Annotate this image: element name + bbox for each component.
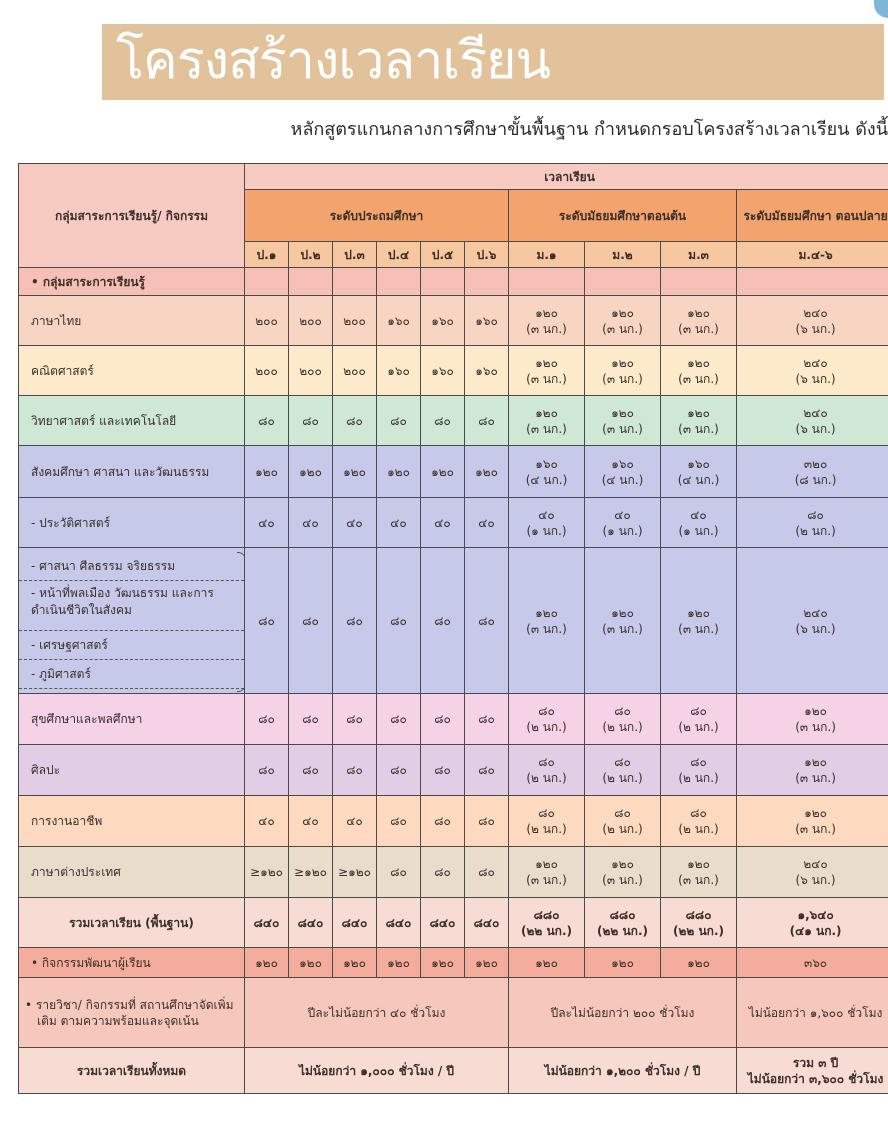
primary-hours: ๑๖๐ [377, 346, 421, 396]
total-upper-secondary: ๑,๖๔๐ (๔๑ นก.) [737, 898, 888, 948]
upper-secondary-hours: ๑๒๐ (๓ นก.) [737, 796, 888, 847]
subject-name: ภาษาต่างประเทศ [19, 847, 245, 898]
primary-hours: ๘๐ [245, 396, 289, 446]
grand-total-upper-secondary: รวม ๓ ปี ไม่น้อยกว่า ๓,๖๐๐ ชั่วโมง [737, 1048, 888, 1094]
empty-cell [421, 268, 465, 296]
lower-secondary-hours: ๘๐ (๒ นก.) [509, 796, 585, 847]
subtopic-item: - ศาสนา ศีลธรรม จริยธรรม [19, 552, 244, 581]
total-basic-label: รวมเวลาเรียน (พื้นฐาน) [19, 898, 245, 948]
activity-lower-secondary: ๑๒๐ [661, 948, 737, 978]
primary-hours: ๘๐ [465, 548, 509, 694]
table-row [19, 694, 888, 745]
subject-name: การงานอาชีพ [19, 796, 245, 847]
table-row [19, 446, 888, 498]
total-primary: ๘๔๐ [333, 898, 377, 948]
total-lower-secondary: ๘๘๐ (๒๒ นก.) [661, 898, 737, 948]
lower-secondary-hours: ๑๒๐ (๓ นก.) [585, 296, 661, 346]
lower-secondary-hours: ๑๖๐ (๔ นก.) [509, 446, 585, 498]
time-header: เวลาเรียน [245, 164, 888, 190]
primary-hours: ๘๐ [289, 548, 333, 694]
lower-secondary-hours: ๑๒๐ (๓ นก.) [509, 847, 585, 898]
primary-hours: ๔๐ [245, 498, 289, 548]
lower-secondary-hours: ๘๐ (๒ นก.) [585, 745, 661, 796]
additional-upper-secondary: ไม่น้อยกว่า ๑,๖๐๐ ชั่วโมง [737, 978, 888, 1048]
total-primary: ๘๔๐ [289, 898, 333, 948]
grand-total-primary: ไม่น้อยกว่า ๑,๐๐๐ ชั่วโมง / ปี [245, 1048, 509, 1094]
upper-secondary-hours: ๘๐ (๒ นก.) [737, 498, 888, 548]
empty-cell [245, 268, 289, 296]
primary-hours: ๘๐ [421, 796, 465, 847]
subtopic-item: - ภูมิศาสตร์ [19, 660, 244, 689]
activity-lower-secondary: ๑๒๐ [585, 948, 661, 978]
empty-cell [509, 268, 585, 296]
grade-header: ป.๕ [421, 242, 465, 268]
empty-cell [377, 268, 421, 296]
lower-secondary-hours: ๔๐ (๑ นก.) [661, 498, 737, 548]
primary-hours: ๒๐๐ [245, 296, 289, 346]
subject-name: ศิลปะ [19, 745, 245, 796]
page-title: โครงสร้างเวลาเรียน [116, 31, 551, 91]
primary-hours: ๑๖๐ [465, 296, 509, 346]
grade-header: ป.๒ [289, 242, 333, 268]
total-primary: ๘๔๐ [421, 898, 465, 948]
activity-primary: ๑๒๐ [333, 948, 377, 978]
primary-hours: ๘๐ [377, 548, 421, 694]
table-row [19, 745, 888, 796]
primary-hours: ๘๐ [333, 694, 377, 745]
subject-name: วิทยาศาสตร์ และเทคโนโลยี [19, 396, 245, 446]
primary-hours: ๑๖๐ [421, 346, 465, 396]
grade-header: ป.๑ [245, 242, 289, 268]
empty-cell [661, 268, 737, 296]
primary-hours: ≥๑๒๐ [289, 847, 333, 898]
lower-secondary-hours: ๑๒๐ (๓ นก.) [585, 847, 661, 898]
grade-header: ป.๔ [377, 242, 421, 268]
lower-secondary-hours: ๘๐ (๒ นก.) [585, 694, 661, 745]
page-subtitle: หลักสูตรแกนกลางการศึกษาขั้นพื้นฐาน กำหนดกรอบโครงสร้างเวลาเรียน ดังนี้ [290, 119, 888, 140]
primary-hours: ๑๒๐ [377, 446, 421, 498]
primary-hours: ๘๐ [465, 694, 509, 745]
primary-hours: ๘๐ [333, 745, 377, 796]
brace-icon [237, 552, 245, 692]
primary-hours: ๑๒๐ [333, 446, 377, 498]
subject-name: ภาษาไทย [19, 296, 245, 346]
primary-hours: ๘๐ [377, 847, 421, 898]
upper-secondary-hours: ๒๔๐ (๖ นก.) [737, 346, 888, 396]
empty-cell [737, 268, 888, 296]
primary-hours: ๘๐ [421, 548, 465, 694]
lower-secondary-hours: ๑๒๐ (๓ นก.) [661, 296, 737, 346]
upper-secondary-hours: ๒๔๐ (๖ นก.) [737, 396, 888, 446]
lower-secondary-hours: ๑๒๐ (๓ นก.) [585, 548, 661, 694]
primary-hours: ๑๖๐ [465, 346, 509, 396]
primary-hours: ๘๐ [245, 694, 289, 745]
grade-header: ป.๖ [465, 242, 509, 268]
empty-cell [465, 268, 509, 296]
table-row [19, 346, 888, 396]
lower-secondary-hours: ๑๒๐ (๓ นก.) [661, 548, 737, 694]
lower-secondary-hours: ๘๐ (๒ นก.) [585, 796, 661, 847]
primary-hours: ๘๐ [465, 396, 509, 446]
group-header: กลุ่มสาระการเรียนรู้/ กิจกรรม [19, 164, 245, 268]
primary-hours: ๘๐ [289, 694, 333, 745]
activity-upper-secondary: ๓๖๐ [737, 948, 888, 978]
lower-secondary-hours: ๘๐ (๒ นก.) [509, 694, 585, 745]
primary-hours: ๘๐ [465, 745, 509, 796]
subject-name: สังคมศึกษา ศาสนา และวัฒนธรรม [19, 446, 245, 498]
lower-secondary-header: ระดับมัธยมศึกษาตอนต้น [509, 190, 737, 242]
primary-hours: ๔๐ [377, 498, 421, 548]
upper-secondary-hours: ๑๒๐ (๓ นก.) [737, 694, 888, 745]
primary-header: ระดับประถมศึกษา [245, 190, 509, 242]
upper-secondary-hours: ๒๔๐ (๖ นก.) [737, 548, 888, 694]
primary-hours: ๘๐ [421, 847, 465, 898]
empty-cell [289, 268, 333, 296]
upper-secondary-header: ระดับมัธยมศึกษา ตอนปลาย [737, 190, 888, 242]
lower-secondary-hours: ๘๐ (๒ นก.) [661, 796, 737, 847]
primary-hours: ๘๐ [289, 396, 333, 446]
corner-decoration [874, 0, 888, 18]
grade-header: ป.๓ [333, 242, 377, 268]
lower-secondary-hours: ๑๒๐ (๓ นก.) [509, 346, 585, 396]
primary-hours: ๘๐ [377, 396, 421, 446]
primary-hours: ๘๐ [377, 745, 421, 796]
primary-hours: ๘๐ [289, 745, 333, 796]
primary-hours: ๔๐ [333, 796, 377, 847]
primary-hours: ๒๐๐ [289, 296, 333, 346]
primary-hours: ๒๐๐ [289, 346, 333, 396]
primary-hours: ๔๐ [245, 796, 289, 847]
lower-secondary-hours: ๔๐ (๑ นก.) [509, 498, 585, 548]
primary-hours: ๑๖๐ [377, 296, 421, 346]
primary-hours: ๑๒๐ [289, 446, 333, 498]
total-lower-secondary: ๘๘๐ (๒๒ นก.) [585, 898, 661, 948]
primary-hours: ๘๐ [421, 396, 465, 446]
activity-label: • กิจกรรมพัฒนาผู้เรียน [19, 948, 245, 978]
activity-primary: ๑๒๐ [245, 948, 289, 978]
upper-secondary-hours: ๓๒๐ (๘ นก.) [737, 446, 888, 498]
subtopic-item: - หน้าที่พลเมือง วัฒนธรรม และการดำเนินชีวิตในสังคม [19, 581, 244, 631]
lower-secondary-hours: ๘๐ (๒ นก.) [661, 694, 737, 745]
time-structure-table [18, 163, 888, 1094]
lower-secondary-hours: ๑๒๐ (๓ นก.) [509, 396, 585, 446]
table-row [19, 396, 888, 446]
grade-header: ม.๒ [585, 242, 661, 268]
lower-secondary-hours: ๑๒๐ (๓ นก.) [585, 396, 661, 446]
primary-hours: ๒๐๐ [245, 346, 289, 396]
upper-secondary-hours: ๒๔๐ (๖ นก.) [737, 296, 888, 346]
primary-hours: ๑๖๐ [421, 296, 465, 346]
lower-secondary-hours: ๘๐ (๒ นก.) [661, 745, 737, 796]
subject-name: คณิตศาสตร์ [19, 346, 245, 396]
primary-hours: ≥๑๒๐ [245, 847, 289, 898]
grade-header: ม.๓ [661, 242, 737, 268]
additional-lower-secondary: ปีละไม่น้อยกว่า ๒๐๐ ชั่วโมง [509, 978, 737, 1048]
grade-header: ม.๑ [509, 242, 585, 268]
primary-hours: ๑๒๐ [245, 446, 289, 498]
primary-hours: ๘๐ [245, 548, 289, 694]
activity-primary: ๑๒๐ [289, 948, 333, 978]
primary-hours: ≥๑๒๐ [333, 847, 377, 898]
activity-primary: ๑๒๐ [421, 948, 465, 978]
total-primary: ๘๔๐ [245, 898, 289, 948]
social-subtopics [19, 548, 245, 694]
lower-secondary-hours: ๑๖๐ (๔ นก.) [585, 446, 661, 498]
primary-hours: ๒๐๐ [333, 346, 377, 396]
primary-hours: ๘๐ [333, 396, 377, 446]
activity-primary: ๑๒๐ [377, 948, 421, 978]
lower-secondary-hours: ๑๒๐ (๓ นก.) [661, 847, 737, 898]
section-label: • กลุ่มสาระการเรียนรู้ [19, 268, 245, 296]
grand-total-lower-secondary: ไม่น้อยกว่า ๑,๒๐๐ ชั่วโมง / ปี [509, 1048, 737, 1094]
subtopic-item: - เศรษฐศาสตร์ [19, 631, 244, 660]
primary-hours: ๘๐ [421, 745, 465, 796]
lower-secondary-hours: ๑๒๐ (๓ นก.) [585, 346, 661, 396]
table-row [19, 296, 888, 346]
lower-secondary-hours: ๑๒๐ (๓ นก.) [661, 396, 737, 446]
upper-secondary-hours: ๒๔๐ (๖ นก.) [737, 847, 888, 898]
lower-secondary-hours: ๑๖๐ (๔ นก.) [661, 446, 737, 498]
primary-hours: ๘๐ [377, 694, 421, 745]
additional-label: • รายวิชา/ กิจกรรมที่ สถานศึกษาจัดเพิ่มเติม ตามความพร้อมและจุดเน้น [19, 978, 245, 1048]
empty-cell [585, 268, 661, 296]
primary-hours: ๔๐ [465, 498, 509, 548]
primary-hours: ๑๒๐ [465, 446, 509, 498]
grand-total-label: รวมเวลาเรียนทั้งหมด [19, 1048, 245, 1094]
grade-header: ม.๔-๖ [737, 242, 888, 268]
table-row [19, 796, 888, 847]
empty-cell [333, 268, 377, 296]
primary-hours: ๘๐ [245, 745, 289, 796]
table-row [19, 847, 888, 898]
lower-secondary-hours: ๔๐ (๑ นก.) [585, 498, 661, 548]
primary-hours: ๒๐๐ [333, 296, 377, 346]
upper-secondary-hours: ๑๒๐ (๓ นก.) [737, 745, 888, 796]
lower-secondary-hours: ๘๐ (๒ นก.) [509, 745, 585, 796]
primary-hours: ๘๐ [465, 847, 509, 898]
primary-hours: ๔๐ [333, 498, 377, 548]
subject-name: - ประวัติศาสตร์ [19, 498, 245, 548]
primary-hours: ๔๐ [421, 498, 465, 548]
lower-secondary-hours: ๑๒๐ (๓ นก.) [509, 548, 585, 694]
total-primary: ๘๔๐ [377, 898, 421, 948]
activity-primary: ๑๒๐ [465, 948, 509, 978]
subject-name: สุขศึกษาและพลศึกษา [19, 694, 245, 745]
table-row [19, 498, 888, 548]
primary-hours: ๘๐ [333, 548, 377, 694]
primary-hours: ๔๐ [289, 796, 333, 847]
activity-lower-secondary: ๑๒๐ [509, 948, 585, 978]
primary-hours: ๑๒๐ [421, 446, 465, 498]
additional-primary: ปีละไม่น้อยกว่า ๔๐ ชั่วโมง [245, 978, 509, 1048]
primary-hours: ๘๐ [465, 796, 509, 847]
total-lower-secondary: ๘๘๐ (๒๒ นก.) [509, 898, 585, 948]
primary-hours: ๔๐ [289, 498, 333, 548]
primary-hours: ๘๐ [377, 796, 421, 847]
lower-secondary-hours: ๑๒๐ (๓ นก.) [661, 346, 737, 396]
total-primary: ๘๔๐ [465, 898, 509, 948]
lower-secondary-hours: ๑๒๐ (๓ นก.) [509, 296, 585, 346]
primary-hours: ๘๐ [421, 694, 465, 745]
